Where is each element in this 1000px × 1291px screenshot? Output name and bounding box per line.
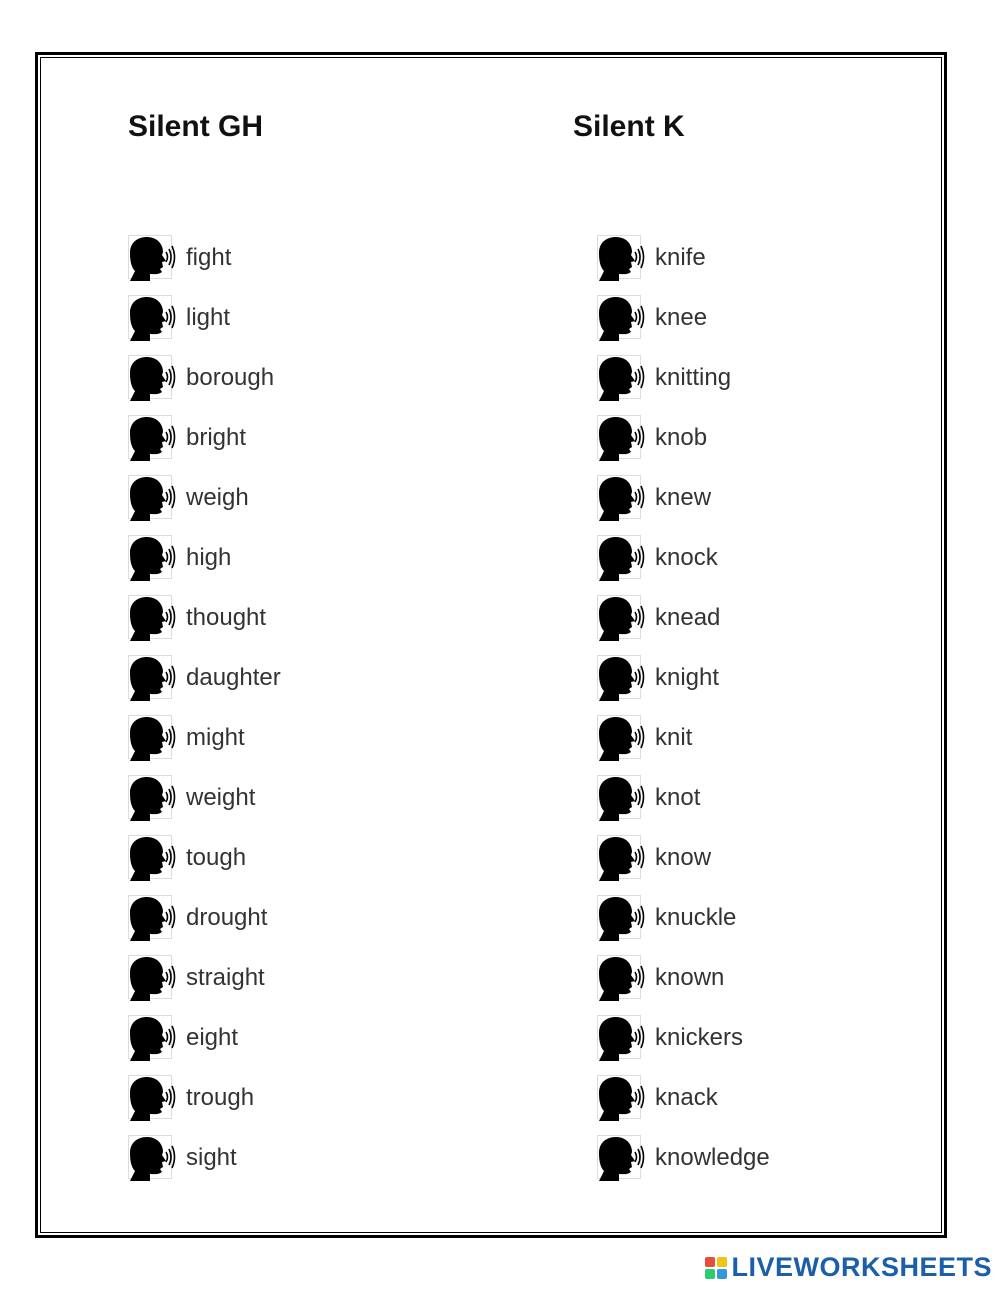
word-label: trough: [186, 1084, 255, 1111]
word-item[interactable]: [595, 588, 770, 648]
word-item[interactable]: [595, 408, 770, 468]
speaker-icon[interactable]: [126, 833, 176, 883]
word-label: fight: [186, 244, 232, 271]
logo-mark-icon: [705, 1257, 727, 1279]
word-label: straight: [186, 964, 265, 991]
speaker-icon[interactable]: [126, 953, 176, 1003]
word-item[interactable]: [126, 768, 281, 828]
speaker-icon[interactable]: [595, 953, 645, 1003]
word-label: known: [655, 964, 725, 991]
speaker-icon[interactable]: [595, 773, 645, 823]
word-label: thought: [186, 604, 267, 631]
word-item[interactable]: [126, 288, 281, 348]
word-label: might: [186, 724, 245, 751]
word-label: knee: [655, 304, 708, 331]
speaker-icon[interactable]: [126, 1013, 176, 1063]
word-item[interactable]: [126, 948, 281, 1008]
word-label: high: [186, 544, 232, 571]
word-item[interactable]: [126, 588, 281, 648]
speaker-icon[interactable]: [595, 893, 645, 943]
logo-text: LIVEWORKSHEETS: [731, 1252, 992, 1282]
word-item[interactable]: [595, 1008, 770, 1068]
word-label: knuckle: [655, 904, 737, 931]
word-item[interactable]: [595, 948, 770, 1008]
word-item[interactable]: [595, 1068, 770, 1128]
word-item[interactable]: [126, 1128, 281, 1188]
word-item[interactable]: [126, 1068, 281, 1128]
speaker-icon[interactable]: [595, 533, 645, 583]
word-label: sight: [186, 1144, 237, 1171]
speaker-icon[interactable]: [126, 473, 176, 523]
word-item[interactable]: [126, 408, 281, 468]
speaker-icon[interactable]: [595, 473, 645, 523]
word-item[interactable]: [126, 828, 281, 888]
word-item[interactable]: [595, 888, 770, 948]
speaker-icon[interactable]: [126, 593, 176, 643]
speaker-icon[interactable]: [595, 413, 645, 463]
speaker-icon[interactable]: [126, 893, 176, 943]
word-label: light: [186, 304, 231, 331]
word-label: bright: [186, 424, 247, 451]
speaker-icon[interactable]: [126, 533, 176, 583]
speaker-icon[interactable]: [595, 653, 645, 703]
liveworksheets-logo[interactable]: [705, 1252, 992, 1283]
word-item[interactable]: [595, 228, 770, 288]
speaker-icon[interactable]: [126, 293, 176, 343]
speaker-icon[interactable]: [595, 1133, 645, 1183]
speaker-icon[interactable]: [595, 713, 645, 763]
speaker-icon[interactable]: [126, 353, 176, 403]
word-item[interactable]: [595, 288, 770, 348]
word-label: weigh: [186, 484, 249, 511]
word-label: knot: [655, 784, 701, 811]
speaker-icon[interactable]: [126, 1073, 176, 1123]
word-item[interactable]: [595, 648, 770, 708]
word-item[interactable]: [126, 228, 281, 288]
word-label: knife: [655, 244, 706, 271]
word-label: knob: [655, 424, 708, 451]
speaker-icon[interactable]: [126, 713, 176, 763]
speaker-icon[interactable]: [126, 413, 176, 463]
word-label: knew: [655, 484, 712, 511]
word-label: know: [655, 844, 712, 871]
speaker-icon[interactable]: [595, 593, 645, 643]
word-label: knickers: [655, 1024, 744, 1051]
word-item[interactable]: [595, 348, 770, 408]
word-label: knock: [655, 544, 718, 571]
word-label: knowledge: [655, 1144, 770, 1171]
word-item[interactable]: [126, 348, 281, 408]
word-label: eight: [186, 1024, 239, 1051]
word-label: tough: [186, 844, 247, 871]
speaker-icon[interactable]: [595, 1013, 645, 1063]
speaker-icon[interactable]: [126, 1133, 176, 1183]
word-label: knead: [655, 604, 721, 631]
speaker-icon[interactable]: [595, 353, 645, 403]
speaker-icon[interactable]: [595, 233, 645, 283]
silent-gh-list: [126, 228, 281, 1188]
word-item[interactable]: [126, 648, 281, 708]
word-item[interactable]: [595, 1128, 770, 1188]
speaker-icon[interactable]: [126, 773, 176, 823]
speaker-icon[interactable]: [126, 233, 176, 283]
word-item[interactable]: [595, 828, 770, 888]
heading-silent-gh: Silent GH: [128, 110, 264, 143]
word-label: knack: [655, 1084, 718, 1111]
speaker-icon[interactable]: [126, 653, 176, 703]
word-label: daughter: [186, 664, 281, 691]
word-label: knit: [655, 724, 693, 751]
word-label: knitting: [655, 364, 732, 391]
word-item[interactable]: [126, 468, 281, 528]
word-label: knight: [655, 664, 720, 691]
silent-k-list: [595, 228, 770, 1188]
word-label: weight: [186, 784, 256, 811]
word-item[interactable]: [595, 468, 770, 528]
word-item[interactable]: [595, 708, 770, 768]
word-item[interactable]: [126, 1008, 281, 1068]
word-item[interactable]: [595, 768, 770, 828]
word-item[interactable]: [595, 528, 770, 588]
word-item[interactable]: [126, 708, 281, 768]
word-item[interactable]: [126, 528, 281, 588]
speaker-icon[interactable]: [595, 1073, 645, 1123]
speaker-icon[interactable]: [595, 293, 645, 343]
word-item[interactable]: [126, 888, 281, 948]
word-label: drought: [186, 904, 268, 931]
heading-silent-k: Silent K: [573, 110, 685, 143]
word-label: borough: [186, 364, 275, 391]
speaker-icon[interactable]: [595, 833, 645, 883]
